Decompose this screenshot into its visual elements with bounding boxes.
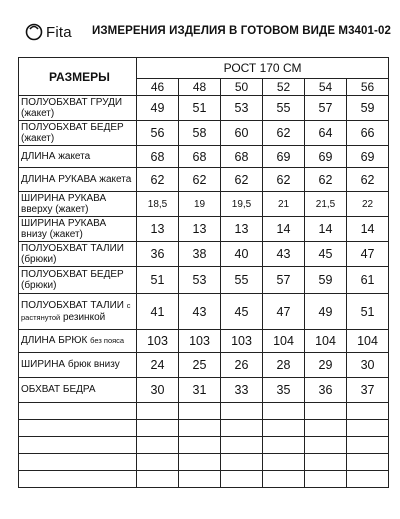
empty-cell <box>263 454 305 471</box>
fita-logo-icon <box>24 22 44 42</box>
table-cell: 47 <box>347 242 389 267</box>
table-cell: 59 <box>305 267 347 294</box>
table-cell: 25 <box>179 353 221 378</box>
row-label: ШИРИНА РУКАВА вверху (жакет) <box>19 192 137 217</box>
row-label: ПОЛУОБХВАТ ГРУДИ (жакет) <box>19 96 137 121</box>
table-cell: 104 <box>347 330 389 353</box>
empty-cell <box>137 420 179 437</box>
table-cell: 62 <box>263 121 305 146</box>
table-cell: 33 <box>221 378 263 403</box>
table-cell: 53 <box>221 96 263 121</box>
table-cell: 68 <box>137 146 179 168</box>
table-cell: 60 <box>221 121 263 146</box>
size-52: 52 <box>263 79 305 96</box>
table-cell: 57 <box>263 267 305 294</box>
table-cell: 28 <box>263 353 305 378</box>
table-cell: 62 <box>179 168 221 192</box>
table-cell: 103 <box>221 330 263 353</box>
document-title: ИЗМЕРЕНИЯ ИЗДЕЛИЯ В ГОТОВОМ ВИДЕ М3401-02 <box>92 25 391 37</box>
table-cell: 62 <box>347 168 389 192</box>
table-cell: 45 <box>305 242 347 267</box>
table-cell: 40 <box>221 242 263 267</box>
table-cell: 18,5 <box>137 192 179 217</box>
table-row <box>19 294 389 330</box>
table-row-empty <box>19 437 389 454</box>
empty-cell <box>19 420 137 437</box>
row-label: ПОЛУОБХВАТ БЕДЕР (жакет) <box>19 121 137 146</box>
size-48: 48 <box>179 79 221 96</box>
table-row <box>19 168 389 192</box>
table-cell: 69 <box>305 146 347 168</box>
empty-cell <box>19 454 137 471</box>
table-cell: 41 <box>137 294 179 330</box>
empty-cell <box>305 403 347 420</box>
empty-cell <box>263 403 305 420</box>
empty-cell <box>347 471 389 488</box>
table-row <box>19 378 389 403</box>
size-46: 46 <box>137 79 179 96</box>
empty-cell <box>179 471 221 488</box>
empty-cell <box>305 437 347 454</box>
empty-cell <box>179 437 221 454</box>
empty-cell <box>137 437 179 454</box>
table-cell: 68 <box>179 146 221 168</box>
table-cell: 19,5 <box>221 192 263 217</box>
table-row-empty <box>19 471 389 488</box>
empty-cell <box>347 420 389 437</box>
row-label-main: ПОЛУОБХВАТ ТАЛИИ <box>21 300 124 311</box>
table-cell: 45 <box>221 294 263 330</box>
empty-cell <box>179 454 221 471</box>
empty-cell <box>19 403 137 420</box>
table-cell: 21,5 <box>305 192 347 217</box>
empty-cell <box>263 437 305 454</box>
table-cell: 49 <box>137 96 179 121</box>
row-label-main: ДЛИНА БРЮК <box>21 335 88 347</box>
empty-cell <box>179 403 221 420</box>
row-label <box>19 330 137 353</box>
table-cell: 13 <box>179 217 221 242</box>
row-label: ПОЛУОБХВАТ ТАЛИИ (брюки) <box>19 242 137 267</box>
empty-cell <box>19 471 137 488</box>
empty-cell <box>305 420 347 437</box>
table-row-empty <box>19 454 389 471</box>
empty-cell <box>137 454 179 471</box>
table-cell: 62 <box>221 168 263 192</box>
header-sizes-label: РАЗМЕРЫ <box>19 58 137 96</box>
table-cell: 14 <box>263 217 305 242</box>
measurements-table <box>18 57 389 488</box>
table-row <box>19 96 389 121</box>
table-cell: 69 <box>263 146 305 168</box>
table-cell: 58 <box>179 121 221 146</box>
logo-text: Fita <box>46 23 72 41</box>
table-cell: 49 <box>305 294 347 330</box>
row-label-tail: резинкой <box>62 311 106 323</box>
row-label <box>19 294 137 330</box>
table-cell: 19 <box>179 192 221 217</box>
table-row <box>19 217 389 242</box>
table-cell: 30 <box>347 353 389 378</box>
row-label: ДЛИНА жакета <box>19 146 137 168</box>
empty-cell <box>179 420 221 437</box>
table-cell: 22 <box>347 192 389 217</box>
header <box>0 0 400 44</box>
table-row-empty <box>19 403 389 420</box>
row-label-note: без пояса <box>90 336 125 346</box>
table-cell: 35 <box>263 378 305 403</box>
empty-cell <box>347 437 389 454</box>
table-cell: 55 <box>263 96 305 121</box>
table-cell: 104 <box>305 330 347 353</box>
table-cell: 36 <box>137 242 179 267</box>
empty-cell <box>347 403 389 420</box>
table-row <box>19 242 389 267</box>
table-cell: 26 <box>221 353 263 378</box>
table-row <box>19 146 389 168</box>
table-cell: 59 <box>347 96 389 121</box>
row-label: ШИРИНА РУКАВА внизу (жакет) <box>19 217 137 242</box>
table-cell: 69 <box>347 146 389 168</box>
table-cell: 43 <box>263 242 305 267</box>
empty-cell <box>347 454 389 471</box>
brand-logo <box>24 22 72 42</box>
table-cell: 53 <box>179 267 221 294</box>
row-label: ДЛИНА РУКАВА жакета <box>19 168 137 192</box>
table-cell: 61 <box>347 267 389 294</box>
table-cell: 51 <box>137 267 179 294</box>
table-cell: 47 <box>263 294 305 330</box>
empty-cell <box>221 471 263 488</box>
table-cell: 24 <box>137 353 179 378</box>
row-label-note: с растянутой <box>21 301 131 322</box>
empty-cell <box>137 471 179 488</box>
table-cell: 68 <box>221 146 263 168</box>
row-label: ПОЛУОБХВАТ БЕДЕР (брюки) <box>19 267 137 294</box>
table-header-row <box>19 58 389 79</box>
table-cell: 56 <box>137 121 179 146</box>
table-cell: 104 <box>263 330 305 353</box>
table-cell: 21 <box>263 192 305 217</box>
size-54: 54 <box>305 79 347 96</box>
empty-cell <box>221 420 263 437</box>
size-50: 50 <box>221 79 263 96</box>
empty-cell <box>137 403 179 420</box>
table-cell: 14 <box>305 217 347 242</box>
table-cell: 13 <box>221 217 263 242</box>
size-56: 56 <box>347 79 389 96</box>
table-cell: 43 <box>179 294 221 330</box>
empty-cell <box>263 420 305 437</box>
empty-cell <box>263 471 305 488</box>
table-row <box>19 192 389 217</box>
table-cell: 36 <box>305 378 347 403</box>
table-row <box>19 330 389 353</box>
table-cell: 51 <box>179 96 221 121</box>
table-cell: 37 <box>347 378 389 403</box>
table-row <box>19 267 389 294</box>
row-label: ОБХВАТ БЕДРА <box>19 378 137 403</box>
header-growth: РОСТ 170 СМ <box>137 58 389 79</box>
table-cell: 51 <box>347 294 389 330</box>
table-cell: 55 <box>221 267 263 294</box>
empty-cell <box>305 471 347 488</box>
table-cell: 103 <box>137 330 179 353</box>
table-cell: 14 <box>347 217 389 242</box>
table-row-empty <box>19 420 389 437</box>
empty-cell <box>19 437 137 454</box>
table-cell: 103 <box>179 330 221 353</box>
empty-cell <box>221 454 263 471</box>
table-cell: 62 <box>263 168 305 192</box>
table-cell: 13 <box>137 217 179 242</box>
table-cell: 66 <box>347 121 389 146</box>
row-label: ШИРИНА брюк внизу <box>19 353 137 378</box>
table-cell: 62 <box>305 168 347 192</box>
empty-cell <box>221 437 263 454</box>
table-cell: 57 <box>305 96 347 121</box>
empty-cell <box>221 403 263 420</box>
table-row <box>19 353 389 378</box>
empty-cell <box>305 454 347 471</box>
table-row <box>19 121 389 146</box>
table-cell: 62 <box>137 168 179 192</box>
table-cell: 31 <box>179 378 221 403</box>
table-cell: 38 <box>179 242 221 267</box>
table-cell: 64 <box>305 121 347 146</box>
table-cell: 30 <box>137 378 179 403</box>
table-cell: 29 <box>305 353 347 378</box>
